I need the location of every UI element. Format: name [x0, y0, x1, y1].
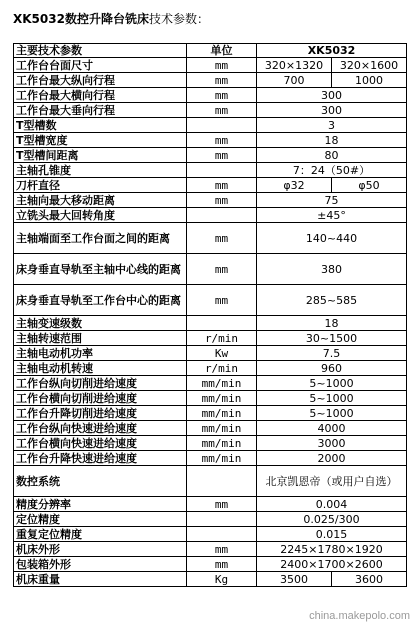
- param-unit: mm/min: [187, 391, 257, 406]
- param-value-v1: 700: [257, 73, 332, 88]
- param-unit: mm: [187, 223, 257, 254]
- param-value: 75: [257, 193, 407, 208]
- param-value-v1: 320×1320: [257, 58, 332, 73]
- param-value: 5~1000: [257, 391, 407, 406]
- param-value: 300: [257, 103, 407, 118]
- param-value: 140~440: [257, 223, 407, 254]
- param-unit: [187, 163, 257, 178]
- param-name: 工作台横向快速进给速度: [14, 436, 187, 451]
- table-row: [14, 542, 407, 557]
- param-name: 机床外形: [14, 542, 187, 557]
- param-value-v2: 320×1600: [332, 58, 407, 73]
- param-value: ±45°: [257, 208, 407, 223]
- table-row: [14, 316, 407, 331]
- param-value: 2400×1700×2600: [257, 557, 407, 572]
- table-row: [14, 406, 407, 421]
- table-row: [14, 451, 407, 466]
- param-name: 工作台横向切削进给速度: [14, 391, 187, 406]
- table-row: [14, 73, 407, 88]
- param-name: 工作台最大横向行程: [14, 88, 187, 103]
- param-name: 主轴端面至工作台面之间的距离: [14, 223, 187, 254]
- param-value: 3: [257, 118, 407, 133]
- param-name: 主轴孔锥度: [14, 163, 187, 178]
- param-unit: mm: [187, 557, 257, 572]
- param-name: T型槽间距离: [14, 148, 187, 163]
- param-name: T型槽数: [14, 118, 187, 133]
- param-name: 主轴变速级数: [14, 316, 187, 331]
- param-name: 精度分辨率: [14, 497, 187, 512]
- table-row: [14, 88, 407, 103]
- param-name: 包装箱外形: [14, 557, 187, 572]
- header-model: XK5032: [257, 44, 407, 58]
- param-name: 工作台最大垂向行程: [14, 103, 187, 118]
- param-name: 床身垂直导轨至工作台中心的距离: [14, 285, 187, 316]
- param-unit: r/min: [187, 331, 257, 346]
- table-row: [14, 103, 407, 118]
- table-row: [14, 466, 407, 497]
- param-unit: mm: [187, 88, 257, 103]
- param-unit: [187, 512, 257, 527]
- param-unit: mm/min: [187, 421, 257, 436]
- table-row: [14, 512, 407, 527]
- header-unit: 单位: [187, 44, 257, 58]
- param-unit: [187, 316, 257, 331]
- param-name: 主轴电动机功率: [14, 346, 187, 361]
- param-unit: mm: [187, 58, 257, 73]
- param-value: 0.015: [257, 527, 407, 542]
- param-value: 30~1500: [257, 331, 407, 346]
- param-value: 960: [257, 361, 407, 376]
- table-row: [14, 572, 407, 587]
- param-unit: mm/min: [187, 406, 257, 421]
- param-name: 重复定位精度: [14, 527, 187, 542]
- param-unit: [187, 466, 257, 497]
- param-name: 床身垂直导轨至主轴中心线的距离: [14, 254, 187, 285]
- param-value-v1: 3500: [257, 572, 332, 587]
- param-value: 18: [257, 133, 407, 148]
- param-unit: mm: [187, 133, 257, 148]
- param-name: 工作台台面尺寸: [14, 58, 187, 73]
- param-name: 工作台最大纵向行程: [14, 73, 187, 88]
- watermark: china.makepolo.com: [309, 610, 410, 622]
- param-value: 2245×1780×1920: [257, 542, 407, 557]
- param-name: 工作台纵向切削进给速度: [14, 376, 187, 391]
- param-value: 80: [257, 148, 407, 163]
- param-name: 机床重量: [14, 572, 187, 587]
- param-value: 北京凯恩帝（或用户自选）: [257, 466, 407, 497]
- param-name: 主轴向最大移动距离: [14, 193, 187, 208]
- param-value: 2000: [257, 451, 407, 466]
- param-name: T型槽宽度: [14, 133, 187, 148]
- param-value: 380: [257, 254, 407, 285]
- title-model: XK5032数控升降台铣床: [13, 12, 149, 26]
- param-value: 5~1000: [257, 406, 407, 421]
- table-row: [14, 254, 407, 285]
- param-unit: r/min: [187, 361, 257, 376]
- param-name: 工作台升降快速进给速度: [14, 451, 187, 466]
- param-unit: mm: [187, 73, 257, 88]
- table-row: [14, 391, 407, 406]
- table-row: [14, 193, 407, 208]
- param-unit: mm: [187, 193, 257, 208]
- param-unit: [187, 527, 257, 542]
- table-row: [14, 557, 407, 572]
- table-row: [14, 58, 407, 73]
- param-unit: mm/min: [187, 376, 257, 391]
- param-unit: mm: [187, 285, 257, 316]
- table-row: [14, 148, 407, 163]
- param-unit: mm: [187, 254, 257, 285]
- table-row: [14, 285, 407, 316]
- spec-table: [13, 43, 407, 587]
- table-row: [14, 331, 407, 346]
- param-unit: mm: [187, 103, 257, 118]
- table-row: [14, 223, 407, 254]
- param-value: 0.004: [257, 497, 407, 512]
- param-value: 3000: [257, 436, 407, 451]
- param-unit: mm: [187, 542, 257, 557]
- table-row: [14, 178, 407, 193]
- param-name: 主轴电动机转速: [14, 361, 187, 376]
- param-value: 285~585: [257, 285, 407, 316]
- param-unit: Kw: [187, 346, 257, 361]
- param-value: 7：24（50#）: [257, 163, 407, 178]
- table-row: [14, 497, 407, 512]
- title-suffix: 技术参数：: [148, 12, 209, 26]
- param-value: 4000: [257, 421, 407, 436]
- param-name: 主轴转速范围: [14, 331, 187, 346]
- table-row: [14, 118, 407, 133]
- table-row: [14, 133, 407, 148]
- param-value: 300: [257, 88, 407, 103]
- param-value-v2: 3600: [332, 572, 407, 587]
- param-name: 数控系统: [14, 466, 187, 497]
- header-param: 主要技术参数: [14, 44, 187, 58]
- param-unit: mm/min: [187, 451, 257, 466]
- param-unit: [187, 208, 257, 223]
- param-unit: mm: [187, 178, 257, 193]
- param-value: 5~1000: [257, 376, 407, 391]
- table-header-row: [14, 44, 407, 58]
- param-value: 0.025/300: [257, 512, 407, 527]
- table-row: [14, 421, 407, 436]
- table-row: [14, 376, 407, 391]
- param-value-v2: φ50: [332, 178, 407, 193]
- table-row: [14, 163, 407, 178]
- param-name: 工作台升降切削进给速度: [14, 406, 187, 421]
- param-unit: [187, 118, 257, 133]
- param-name: 刀杆直径: [14, 178, 187, 193]
- table-row: [14, 346, 407, 361]
- param-value-v2: 1000: [332, 73, 407, 88]
- param-unit: mm: [187, 148, 257, 163]
- table-row: [14, 208, 407, 223]
- spec-table-body: [14, 44, 407, 587]
- page-title: [13, 10, 209, 27]
- param-value: 7.5: [257, 346, 407, 361]
- param-unit: Kg: [187, 572, 257, 587]
- param-name: 工作台纵向快速进给速度: [14, 421, 187, 436]
- table-row: [14, 527, 407, 542]
- param-unit: mm/min: [187, 436, 257, 451]
- table-row: [14, 361, 407, 376]
- param-name: 定位精度: [14, 512, 187, 527]
- param-value: 18: [257, 316, 407, 331]
- param-unit: mm: [187, 497, 257, 512]
- table-row: [14, 436, 407, 451]
- param-name: 立铣头最大回转角度: [14, 208, 187, 223]
- param-value-v1: φ32: [257, 178, 332, 193]
